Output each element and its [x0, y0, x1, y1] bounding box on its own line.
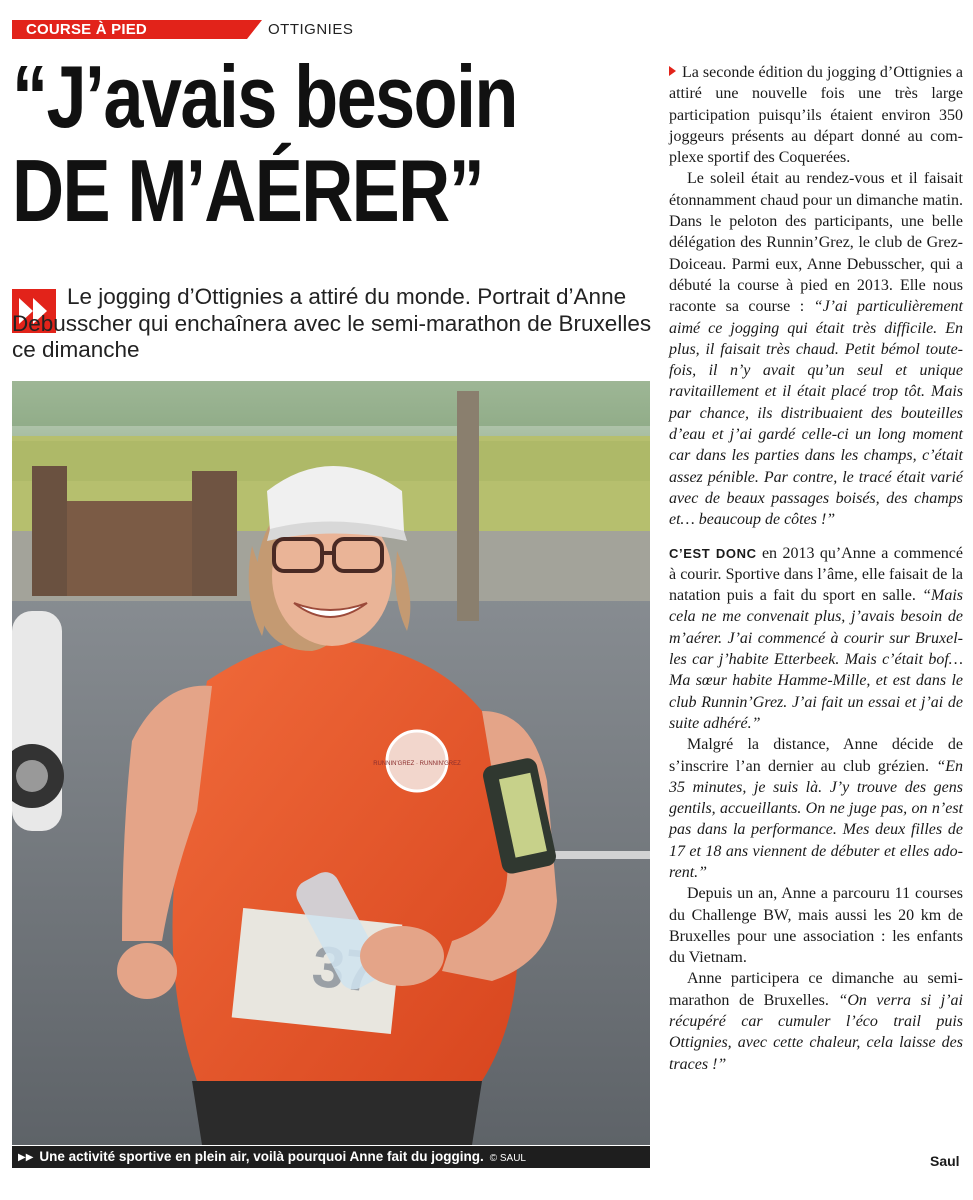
paragraph-6-intro: Anne participera ce dimanche au semi-marathon de Bruxelles.	[669, 970, 963, 1009]
section-label: COURSE À PIED	[26, 21, 147, 38]
caption-text: Une activité sportive en plein air, voilà pourquoi Anne fait du jogging.	[39, 1149, 484, 1164]
city-label: OTTIGNIES	[268, 21, 354, 38]
paragraph-6	[669, 968, 963, 1074]
headline-line-2: DE M’AÉRER”	[12, 141, 484, 240]
headline-line-1: “J’avais besoin	[12, 47, 517, 146]
article-body	[669, 62, 963, 1075]
paragraph-3	[669, 543, 963, 735]
paragraph-1	[669, 62, 963, 168]
paragraph-2-intro: Le soleil était au rendez-vous et il faisait étonnamment chaud pour un dimanche matin. Dans le peloton des participants, une belle délégation des Runnin’Grez, le club de Grez-Doiceau. Parmi eux, Anne Debusscher, qui a débuté la course à pied en 2013. Elle nous raconte sa course :	[669, 170, 963, 316]
photo-credit: © SAUL	[489, 1153, 526, 1164]
paragraph-4-quote: “En 35 minutes, je suis là. J’y trouve des gens gentils, accueillants. On ne juge pas, on n’est pas dans la performance. Mes deux filles de 17 et 18 ans viennent de débuter et elles adorent.”	[669, 757, 963, 881]
headline	[12, 47, 541, 240]
paragraph-3-quote: “Mais cela ne me convenait plus, j’avais besoin de m’aérer. J’ai commencé à courir sur Bruxelles car j’habite Etterbeek. Mais c’était bof… Ma sœur habite Hamme-Mille, et est dans le club Runnin’Grez. J’ai fait un essai et j’ai de suite adhéré.”	[669, 587, 963, 732]
photo-illustration	[12, 381, 650, 1145]
runner-photo	[12, 381, 650, 1145]
paragraph-2-quote: “J’ai particulièrement aimé ce jogging qui était très difficile. En plus, il faisait très chaud. Petit bémol toutefois, il n’y avait qu’un seul et unique ravitaillement et il était placé trop tôt. Mais par chance, ils distribuaient des bouteilles d’eau et j’ai gardé celle-ci un long moment car dans les parties dans les champs, c’était assez pénible. Par contre, le tracé était varié avec de beaux passages boisés, des champs et… beaucoup de côtes !”	[669, 298, 964, 529]
paragraph-6-quote: “On verra si j’ai récupéré car cumuler l’éco trail puis Ottignies, avec cette chaleur, cela laisse des traces !”	[669, 991, 964, 1073]
paragraph-4	[669, 734, 963, 883]
standfirst: Le jogging d’Ottignies a attiré du monde. Portrait d’Anne Debusscher qui enchaînera avec le semi-marathon de Bruxelles ce dimanche	[12, 284, 652, 362]
paragraph-1-text: La seconde édition du jogging d’Ottignies a attiré une nouvelle fois une très large participation puisqu’ils étaient environ 350 joggeurs présents au départ donné au complexe sportif des Coquerées.	[669, 64, 963, 167]
paragraph-5: Depuis un an, Anne a parcouru 11 courses du Challenge BW, mais aussi les 20 km de Bruxelles pour une association : les enfants du Vietnam.	[669, 885, 963, 967]
paragraph-3-intro: en 2013 qu’Anne a commencé à courir. Sportive dans l’âme, elle faisait de la natation puis a fait du sport en salle.	[669, 544, 963, 605]
paragraph-4-intro: Malgré la distance, Anne décide de s’inscrire l’an dernier au club grézien.	[669, 736, 963, 775]
lead-arrow-icon	[669, 66, 676, 76]
paragraph-2	[669, 168, 963, 530]
photo-caption	[12, 1146, 650, 1168]
author-signature: Saul	[930, 1153, 960, 1169]
fast-forward-icon: ▶▶	[18, 1152, 34, 1163]
club-logo-text: RUNNIN'GREZ · RUNNIN'GREZ	[373, 761, 461, 767]
paragraph-kicker: C’EST DONC	[669, 545, 757, 561]
